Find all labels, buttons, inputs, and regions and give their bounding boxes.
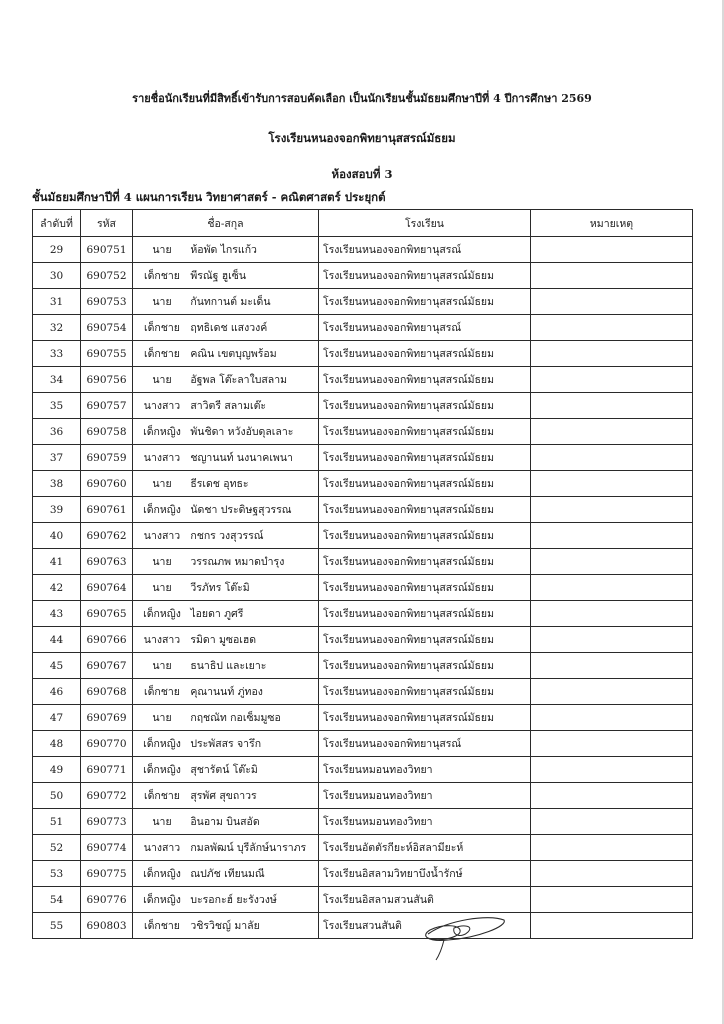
table-row [33, 887, 693, 913]
school-cell: โรงเรียนหนองจอกพิทยานุสสรณ์มัธยม [319, 367, 531, 393]
name-prefix: นาย [152, 582, 172, 594]
full-name: สาวิตรี สลามเต๊ะ [190, 400, 267, 412]
school-cell: โรงเรียนหนองจอกพิทยานุสรณ์ [319, 731, 531, 757]
full-name: ห้อพัด ไกรแก้ว [190, 244, 257, 256]
order-cell: 42 [33, 575, 81, 601]
full-name: วีรภัทร โต๊ะมิ [190, 582, 250, 594]
name-prefix: เด็กหญิง [143, 426, 181, 438]
order-cell: 32 [33, 315, 81, 341]
order-cell: 51 [33, 809, 81, 835]
student-name-cell [133, 419, 319, 445]
school-cell: โรงเรียนหนองจอกพิทยานุสสรณ์มัธยม [319, 523, 531, 549]
student-id-cell: 690764 [81, 575, 133, 601]
order-cell: 38 [33, 471, 81, 497]
full-name: ชญานนท์ นงนาคเพนา [190, 452, 293, 464]
order-cell: 40 [33, 523, 81, 549]
student-id-cell: 690752 [81, 263, 133, 289]
full-name: ณปภัช เทียนมณี [190, 868, 265, 880]
remark-cell [531, 757, 693, 783]
school-cell: โรงเรียนหนองจอกพิทยานุสรณ์ [319, 315, 531, 341]
student-id-cell: 690753 [81, 289, 133, 315]
remark-cell [531, 237, 693, 263]
full-name: กันทกานต์ มะเด็น [190, 296, 271, 308]
student-name-cell [133, 809, 319, 835]
student-id-cell: 690772 [81, 783, 133, 809]
name-prefix: เด็กหญิง [143, 738, 181, 750]
remark-cell [531, 705, 693, 731]
table-row [33, 679, 693, 705]
student-name-cell [133, 523, 319, 549]
order-cell: 34 [33, 367, 81, 393]
name-prefix: เด็กชาย [144, 348, 180, 360]
table-row [33, 445, 693, 471]
student-id-cell: 690763 [81, 549, 133, 575]
table-row [33, 341, 693, 367]
order-cell: 48 [33, 731, 81, 757]
remark-cell [531, 523, 693, 549]
school-cell: โรงเรียนหมอนทองวิทยา [319, 783, 531, 809]
remark-cell [531, 289, 693, 315]
name-prefix: นางสาว [143, 634, 181, 646]
order-cell: 47 [33, 705, 81, 731]
remark-cell [531, 887, 693, 913]
column-header-order: ลำดับที่ [33, 210, 81, 237]
school-cell: โรงเรียนหนองจอกพิทยานุสสรณ์มัธยม [319, 601, 531, 627]
full-name: พีรณัฐ ฮูเซ็น [190, 270, 247, 282]
student-name-cell [133, 731, 319, 757]
table-row [33, 289, 693, 315]
remark-cell [531, 497, 693, 523]
full-name: บะรอกะฮ์ ยะรังวงษ์ [190, 894, 277, 906]
order-cell: 35 [33, 393, 81, 419]
student-name-cell [133, 263, 319, 289]
student-name-cell [133, 887, 319, 913]
table-row [33, 367, 693, 393]
order-cell: 53 [33, 861, 81, 887]
table-row [33, 419, 693, 445]
full-name: อัฐพล โต๊ะลาใบสลาม [190, 374, 288, 386]
full-name: ไอยดา ภูศรี [190, 608, 244, 620]
full-name: คุณานนท์ ภู่ทอง [190, 686, 263, 698]
full-name: ธีรเดช อุทธะ [190, 478, 249, 490]
student-id-cell: 690760 [81, 471, 133, 497]
student-id-cell: 690771 [81, 757, 133, 783]
column-header-id: รหัส [81, 210, 133, 237]
column-header-school: โรงเรียน [319, 210, 531, 237]
student-id-cell: 690767 [81, 653, 133, 679]
school-cell: โรงเรียนสวนสันติ [319, 913, 531, 939]
student-id-cell: 690768 [81, 679, 133, 705]
full-name: กชกร วงสุวรรณ์ [190, 530, 264, 542]
student-id-cell: 690769 [81, 705, 133, 731]
table-row [33, 757, 693, 783]
student-name-cell [133, 237, 319, 263]
table-row [33, 497, 693, 523]
remark-cell [531, 627, 693, 653]
remark-cell [531, 445, 693, 471]
student-id-cell: 690759 [81, 445, 133, 471]
table-row [33, 601, 693, 627]
remark-cell [531, 419, 693, 445]
name-prefix: เด็กชาย [144, 790, 180, 802]
student-id-cell: 690770 [81, 731, 133, 757]
name-prefix: นางสาว [143, 452, 181, 464]
student-name-cell [133, 861, 319, 887]
student-id-cell: 690755 [81, 341, 133, 367]
table-row [33, 471, 693, 497]
student-name-cell [133, 653, 319, 679]
school-cell: โรงเรียนหนองจอกพิทยานุสสรณ์มัธยม [319, 679, 531, 705]
name-prefix: เด็กชาย [144, 686, 180, 698]
order-cell: 30 [33, 263, 81, 289]
student-name-cell [133, 367, 319, 393]
student-name-cell [133, 549, 319, 575]
student-name-cell [133, 627, 319, 653]
name-prefix: นาย [152, 660, 172, 672]
student-id-cell: 690776 [81, 887, 133, 913]
school-cell: โรงเรียนหนองจอกพิทยานุสสรณ์มัธยม [319, 289, 531, 315]
program-heading: ชั้นมัธยมศึกษาปีที่ 4 แผนการเรียน วิทยาศาสตร์ - คณิตศาสตร์ ประยุกต์ [32, 190, 386, 204]
name-prefix: นาย [152, 712, 172, 724]
remark-cell [531, 341, 693, 367]
student-id-cell: 690765 [81, 601, 133, 627]
remark-cell [531, 367, 693, 393]
table-row [33, 575, 693, 601]
name-prefix: เด็กหญิง [143, 868, 181, 880]
name-prefix: นาย [152, 556, 172, 568]
name-prefix: เด็กชาย [144, 322, 180, 334]
remark-cell [531, 575, 693, 601]
order-cell: 55 [33, 913, 81, 939]
remark-cell [531, 913, 693, 939]
student-id-cell: 690762 [81, 523, 133, 549]
full-name: วชิรวิชญ์ มาลัย [190, 920, 260, 932]
table-row [33, 237, 693, 263]
name-prefix: เด็กหญิง [143, 504, 181, 516]
table-body [33, 237, 693, 939]
full-name: พันชิดา หวังอับดุลเลาะ [190, 426, 294, 438]
school-cell: โรงเรียนหนองจอกพิทยานุสสรณ์มัธยม [319, 341, 531, 367]
school-cell: โรงเรียนหนองจอกพิทยานุสสรณ์มัธยม [319, 445, 531, 471]
table-row [33, 705, 693, 731]
name-prefix: นางสาว [143, 842, 181, 854]
student-name-cell [133, 445, 319, 471]
remark-cell [531, 679, 693, 705]
student-id-cell: 690766 [81, 627, 133, 653]
order-cell: 45 [33, 653, 81, 679]
school-title: โรงเรียนหนองจอกพิทยานุสสรณ์มัธยม [268, 131, 456, 145]
full-name: สุชารัตน์ โต๊ะมิ [190, 764, 258, 776]
order-cell: 39 [33, 497, 81, 523]
name-prefix: เด็กหญิง [143, 764, 181, 776]
school-cell: โรงเรียนหนองจอกพิทยานุสสรณ์มัธยม [319, 471, 531, 497]
student-name-cell [133, 835, 319, 861]
table-row [33, 523, 693, 549]
table-header-row [33, 210, 693, 237]
document-title: รายชื่อนักเรียนที่มีสิทธิ์เข้ารับการสอบคัดเลือก เป็นนักเรียนชั้นมัธยมศึกษาปีที่ 4 ปีการศึกษา 2569 [132, 92, 592, 105]
remark-cell [531, 471, 693, 497]
remark-cell [531, 549, 693, 575]
table-row [33, 913, 693, 939]
student-id-cell: 690774 [81, 835, 133, 861]
school-cell: โรงเรียนอิสลามวิทยาบึงน้ำรักษ์ [319, 861, 531, 887]
student-id-cell: 690758 [81, 419, 133, 445]
student-roster-table [32, 209, 693, 939]
order-cell: 33 [33, 341, 81, 367]
student-name-cell [133, 913, 319, 939]
order-cell: 54 [33, 887, 81, 913]
remark-cell [531, 263, 693, 289]
student-id-cell: 690756 [81, 367, 133, 393]
order-cell: 36 [33, 419, 81, 445]
student-name-cell [133, 289, 319, 315]
remark-cell [531, 835, 693, 861]
name-prefix: นาย [152, 374, 172, 386]
order-cell: 41 [33, 549, 81, 575]
table-row [33, 393, 693, 419]
table-row [33, 861, 693, 887]
table-row [33, 835, 693, 861]
full-name: นัดชา ประดิษฐสุวรรณ [190, 504, 292, 516]
table-row [33, 731, 693, 757]
remark-cell [531, 783, 693, 809]
full-name: อินอาม บินสอัด [190, 816, 260, 828]
student-id-cell: 690773 [81, 809, 133, 835]
school-cell: โรงเรียนหนองจอกพิทยานุสสรณ์มัธยม [319, 653, 531, 679]
table-row [33, 809, 693, 835]
exam-room-title: ห้องสอบที่ 3 [331, 167, 393, 181]
school-cell: โรงเรียนหนองจอกพิทยานุสสรณ์มัธยม [319, 263, 531, 289]
full-name: รมิดา มูซอเฮด [190, 634, 257, 646]
table-row [33, 315, 693, 341]
student-name-cell [133, 679, 319, 705]
student-id-cell: 690757 [81, 393, 133, 419]
student-id-cell: 690803 [81, 913, 133, 939]
full-name: วรรณภพ หมาดบำรุง [190, 556, 285, 568]
name-prefix: นางสาว [143, 530, 181, 542]
table-row [33, 783, 693, 809]
order-cell: 50 [33, 783, 81, 809]
name-prefix: เด็กหญิง [143, 894, 181, 906]
full-name: คณิน เขตบุญพร้อม [190, 348, 277, 360]
student-name-cell [133, 315, 319, 341]
table-row [33, 263, 693, 289]
name-prefix: นาย [152, 478, 172, 490]
remark-cell [531, 393, 693, 419]
school-cell: โรงเรียนหนองจอกพิทยานุสสรณ์มัธยม [319, 627, 531, 653]
name-prefix: นาย [152, 244, 172, 256]
order-cell: 52 [33, 835, 81, 861]
school-cell: โรงเรียนหมอนทองวิทยา [319, 809, 531, 835]
student-name-cell [133, 757, 319, 783]
student-name-cell [133, 393, 319, 419]
order-cell: 49 [33, 757, 81, 783]
name-prefix: เด็กชาย [144, 270, 180, 282]
order-cell: 44 [33, 627, 81, 653]
table-row [33, 627, 693, 653]
full-name: ฤทธิเดช แสงวงค์ [190, 322, 268, 334]
column-header-remark: หมายเหตุ [531, 210, 693, 237]
remark-cell [531, 809, 693, 835]
name-prefix: นาย [152, 296, 172, 308]
order-cell: 43 [33, 601, 81, 627]
student-name-cell [133, 341, 319, 367]
name-prefix: นาย [152, 816, 172, 828]
remark-cell [531, 861, 693, 887]
full-name: ประพัสสร จารึก [190, 738, 262, 750]
order-cell: 31 [33, 289, 81, 315]
school-cell: โรงเรียนอิสลามสวนสันติ [319, 887, 531, 913]
student-name-cell [133, 471, 319, 497]
school-cell: โรงเรียนหมอนทองวิทยา [319, 757, 531, 783]
full-name: สุรพัศ สุขถาวร [190, 790, 257, 802]
remark-cell [531, 653, 693, 679]
full-name: ธนาธิป และเยาะ [190, 660, 267, 672]
student-id-cell: 690775 [81, 861, 133, 887]
student-id-cell: 690751 [81, 237, 133, 263]
school-cell: โรงเรียนหนองจอกพิทยานุสสรณ์มัธยม [319, 497, 531, 523]
student-name-cell [133, 783, 319, 809]
order-cell: 29 [33, 237, 81, 263]
name-prefix: นางสาว [143, 400, 181, 412]
school-cell: โรงเรียนหนองจอกพิทยานุสสรณ์มัธยม [319, 393, 531, 419]
signature-mark [418, 912, 508, 962]
school-cell: โรงเรียนอัตตัรกียะห์อิสลามียะห์ [319, 835, 531, 861]
school-cell: โรงเรียนหนองจอกพิทยานุสสรณ์มัธยม [319, 549, 531, 575]
order-cell: 46 [33, 679, 81, 705]
table-row [33, 549, 693, 575]
school-cell: โรงเรียนหนองจอกพิทยานุสสรณ์มัธยม [319, 575, 531, 601]
remark-cell [531, 731, 693, 757]
name-prefix: เด็กชาย [144, 920, 180, 932]
student-name-cell [133, 705, 319, 731]
student-name-cell [133, 601, 319, 627]
remark-cell [531, 315, 693, 341]
column-header-name: ชื่อ-สกุล [133, 210, 319, 237]
school-cell: โรงเรียนหนองจอกพิทยานุสสรณ์มัธยม [319, 705, 531, 731]
school-cell: โรงเรียนหนองจอกพิทยานุสรณ์ [319, 237, 531, 263]
full-name: กฤชณัท กอเซ็มมูซอ [190, 712, 281, 724]
student-id-cell: 690754 [81, 315, 133, 341]
remark-cell [531, 601, 693, 627]
student-name-cell [133, 575, 319, 601]
school-cell: โรงเรียนหนองจอกพิทยานุสสรณ์มัธยม [319, 419, 531, 445]
name-prefix: เด็กหญิง [143, 608, 181, 620]
student-id-cell: 690761 [81, 497, 133, 523]
order-cell: 37 [33, 445, 81, 471]
student-name-cell [133, 497, 319, 523]
table-row [33, 653, 693, 679]
full-name: กมลพัฒน์ บุรีลักษ์นาราภร [190, 842, 307, 854]
